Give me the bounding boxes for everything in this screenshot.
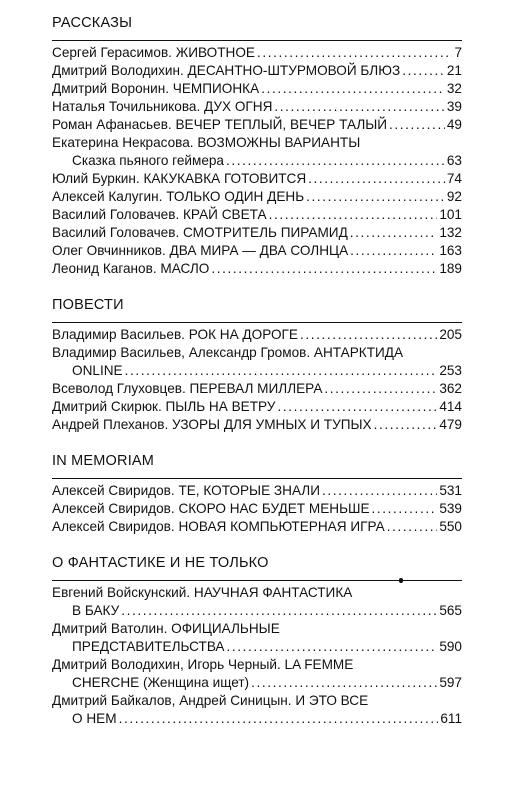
entry-text: Алексей Свиридов. ТЕ, КОТОРЫЕ ЗНАЛИ bbox=[52, 483, 320, 498]
page-number: 7 bbox=[454, 45, 462, 60]
section-title: РАССКАЗЫ bbox=[52, 15, 133, 31]
entry-text: Роман Афанасьев. ВЕЧЕР ТЕПЛЫЙ, ВЕЧЕР ТАЛЫЙ bbox=[52, 117, 388, 132]
page-number: 49 bbox=[446, 117, 462, 132]
toc-entry-line bbox=[52, 188, 462, 206]
section-title: ПОВЕСТИ bbox=[52, 297, 124, 313]
toc-entry bbox=[52, 80, 462, 98]
dot-leader bbox=[227, 638, 438, 656]
toc-entry bbox=[52, 224, 462, 242]
toc-entry-line bbox=[52, 656, 462, 674]
toc-entry bbox=[52, 242, 462, 260]
toc-entry bbox=[52, 398, 462, 416]
toc-entry-line bbox=[52, 344, 462, 362]
entry-text: Наталья Точильникова. ДУХ ОГНЯ bbox=[52, 99, 273, 114]
entry-text: Олег Овчинников. ДВА МИРА — ДВА СОЛНЦА bbox=[52, 243, 349, 258]
dot-leader bbox=[261, 80, 445, 98]
dot-leader bbox=[308, 170, 445, 188]
page-number: 539 bbox=[439, 501, 462, 516]
section-rule bbox=[52, 40, 462, 41]
toc-entry-continuation bbox=[52, 638, 462, 656]
page-number: 132 bbox=[439, 225, 462, 240]
entry-text: Владимир Васильев, Александр Громов. АНТАРКТИДА bbox=[52, 345, 404, 360]
dot-leader bbox=[226, 152, 445, 170]
dot-leader bbox=[322, 482, 437, 500]
toc-entry-line bbox=[52, 224, 462, 242]
toc-entry-continuation bbox=[52, 602, 462, 620]
toc-entry-line bbox=[52, 692, 462, 710]
dot-leader bbox=[389, 116, 445, 134]
page-number: 21 bbox=[446, 63, 462, 78]
dot-leader bbox=[324, 380, 437, 398]
section-title: О ФАНТАСТИКЕ И НЕ ТОЛЬКО bbox=[52, 555, 269, 571]
toc-entry-line bbox=[52, 326, 462, 344]
toc-entry-line bbox=[52, 416, 462, 434]
toc-entry-line bbox=[52, 170, 462, 188]
toc-entry-line bbox=[52, 134, 462, 152]
toc-entry-line bbox=[52, 242, 462, 260]
toc-entry bbox=[52, 206, 462, 224]
entry-text: ПРЕДСТАВИТЕЛЬСТВА bbox=[72, 639, 225, 654]
dot-leader bbox=[251, 674, 437, 692]
toc-section bbox=[52, 296, 462, 434]
toc-entry bbox=[52, 500, 462, 518]
page-number: 611 bbox=[440, 711, 462, 726]
toc-entry-continuation bbox=[52, 362, 462, 380]
toc-entry-line bbox=[52, 398, 462, 416]
entry-text: Евгений Войскунский. НАУЧНАЯ ФАНТАСТИКА bbox=[52, 585, 353, 600]
toc-entry bbox=[52, 518, 462, 536]
toc-entry bbox=[52, 170, 462, 188]
toc-entry bbox=[52, 692, 462, 728]
entry-text: Алексей Свиридов. СКОРО НАС БУДЕТ МЕНЬШЕ bbox=[52, 501, 370, 516]
page-number: 74 bbox=[446, 171, 462, 186]
page-number: 101 bbox=[439, 207, 462, 222]
toc-entry-continuation bbox=[52, 152, 462, 170]
toc-entry bbox=[52, 116, 462, 134]
toc-entry-line bbox=[52, 116, 462, 134]
toc-entry bbox=[52, 326, 462, 344]
entry-text: Василий Головачев. СМОТРИТЕЛЬ ПИРАМИД bbox=[52, 225, 348, 240]
entry-text: ONLINE bbox=[72, 363, 123, 378]
page-number: 163 bbox=[439, 243, 462, 258]
dot-leader bbox=[350, 242, 437, 260]
table-of-contents bbox=[52, 14, 462, 746]
toc-section bbox=[52, 14, 462, 278]
ink-speck bbox=[399, 578, 403, 583]
page-number: 39 bbox=[446, 99, 462, 114]
dot-leader bbox=[121, 602, 437, 620]
toc-entry-line bbox=[52, 482, 462, 500]
toc-entry-line bbox=[52, 206, 462, 224]
page-number: 479 bbox=[439, 417, 462, 432]
toc-entry bbox=[52, 656, 462, 692]
toc-entry-line bbox=[52, 620, 462, 638]
page-number: 253 bbox=[439, 363, 462, 378]
dot-leader bbox=[277, 398, 437, 416]
entry-text: Дмитрий Володихин. ДЕСАНТНО-ШТУРМОВОЙ БЛЮЗ bbox=[52, 63, 401, 78]
toc-entry-line bbox=[52, 584, 462, 602]
page-number: 565 bbox=[439, 603, 462, 618]
dot-leader bbox=[306, 188, 445, 206]
entry-text: Екатерина Некрасова. ВОЗМОЖНЫ ВАРИАНТЫ bbox=[52, 135, 361, 150]
toc-entry-line bbox=[52, 44, 462, 62]
toc-entry bbox=[52, 62, 462, 80]
toc-entry-line bbox=[52, 98, 462, 116]
toc-entry-continuation bbox=[52, 674, 462, 692]
toc-section bbox=[52, 452, 462, 536]
toc-entry bbox=[52, 98, 462, 116]
entry-text: Алексей Свиридов. НОВАЯ КОМПЬЮТЕРНАЯ ИГРА bbox=[52, 519, 385, 534]
section-title: IN MEMORIAM bbox=[52, 453, 155, 469]
page-number: 362 bbox=[439, 381, 462, 396]
page-number: 550 bbox=[439, 519, 462, 534]
dot-leader bbox=[402, 62, 445, 80]
dot-leader bbox=[387, 518, 438, 536]
page-number: 590 bbox=[439, 639, 462, 654]
entry-text: Сергей Герасимов. ЖИВОТНОЕ bbox=[52, 45, 256, 60]
dot-leader bbox=[257, 44, 452, 62]
page-number: 205 bbox=[439, 327, 462, 342]
entry-text: О НЕМ bbox=[72, 711, 117, 726]
toc-entry bbox=[52, 482, 462, 500]
dot-leader bbox=[269, 206, 438, 224]
toc-entry-line bbox=[52, 260, 462, 278]
toc-entry bbox=[52, 44, 462, 62]
page-number: 597 bbox=[439, 675, 462, 690]
page-number: 414 bbox=[439, 399, 462, 414]
dot-leader bbox=[300, 326, 437, 344]
dot-leader bbox=[274, 98, 444, 116]
page-number: 531 bbox=[439, 483, 462, 498]
dot-leader bbox=[350, 224, 438, 242]
toc-entry-continuation bbox=[52, 710, 462, 728]
page-number: 92 bbox=[446, 189, 462, 204]
section-rule bbox=[52, 322, 462, 323]
dot-leader bbox=[119, 710, 439, 728]
page-number: 32 bbox=[446, 81, 462, 96]
entry-text: Василий Головачев. КРАЙ СВЕТА bbox=[52, 207, 267, 222]
page-number: 63 bbox=[446, 153, 462, 168]
dot-leader bbox=[372, 500, 438, 518]
entry-text: Дмитрий Володихин, Игорь Черный. LA FEMME bbox=[52, 657, 354, 672]
toc-entry-line bbox=[52, 518, 462, 536]
entry-text: Андрей Плеханов. УЗОРЫ ДЛЯ УМНЫХ И ТУПЫХ bbox=[52, 417, 372, 432]
entry-text: Сказка пьяного геймера bbox=[72, 153, 224, 168]
toc-entry bbox=[52, 134, 462, 170]
toc-entry bbox=[52, 416, 462, 434]
toc-entry bbox=[52, 584, 462, 620]
entry-text: Дмитрий Байкалов, Андрей Синицын. И ЭТО ВСЕ bbox=[52, 693, 369, 708]
entry-text: Владимир Васильев. РОК НА ДОРОГЕ bbox=[52, 327, 298, 342]
toc-entry bbox=[52, 260, 462, 278]
dot-leader bbox=[125, 362, 438, 380]
section-rule bbox=[52, 478, 462, 479]
toc-entry-line bbox=[52, 380, 462, 398]
dot-leader bbox=[211, 260, 437, 278]
toc-entry bbox=[52, 380, 462, 398]
entry-text: Юлий Буркин. КАКУКАВКА ГОТОВИТСЯ bbox=[52, 171, 307, 186]
toc-entry bbox=[52, 620, 462, 656]
toc-entry bbox=[52, 188, 462, 206]
toc-entry-line bbox=[52, 62, 462, 80]
entry-text: Дмитрий Воронин. ЧЕМПИОНКА bbox=[52, 81, 260, 96]
page-number: 189 bbox=[439, 261, 462, 276]
toc-entry-line bbox=[52, 500, 462, 518]
entry-text: Всеволод Глуховцев. ПЕРЕВАЛ МИЛЛЕРА bbox=[52, 381, 323, 396]
entry-text: В БАКУ bbox=[72, 603, 120, 618]
entry-text: Леонид Каганов. МАСЛО bbox=[52, 261, 210, 276]
toc-entry bbox=[52, 344, 462, 380]
entry-text: CHERCHE (Женщина ищет) bbox=[72, 675, 250, 690]
entry-text: Дмитрий Скирюк. ПЫЛЬ НА ВЕТРУ bbox=[52, 399, 276, 414]
toc-entry-line bbox=[52, 80, 462, 98]
entry-text: Алексей Калугин. ТОЛЬКО ОДИН ДЕНЬ bbox=[52, 189, 305, 204]
entry-text: Дмитрий Ватолин. ОФИЦИАЛЬНЫЕ bbox=[52, 621, 280, 636]
dot-leader bbox=[374, 416, 438, 434]
